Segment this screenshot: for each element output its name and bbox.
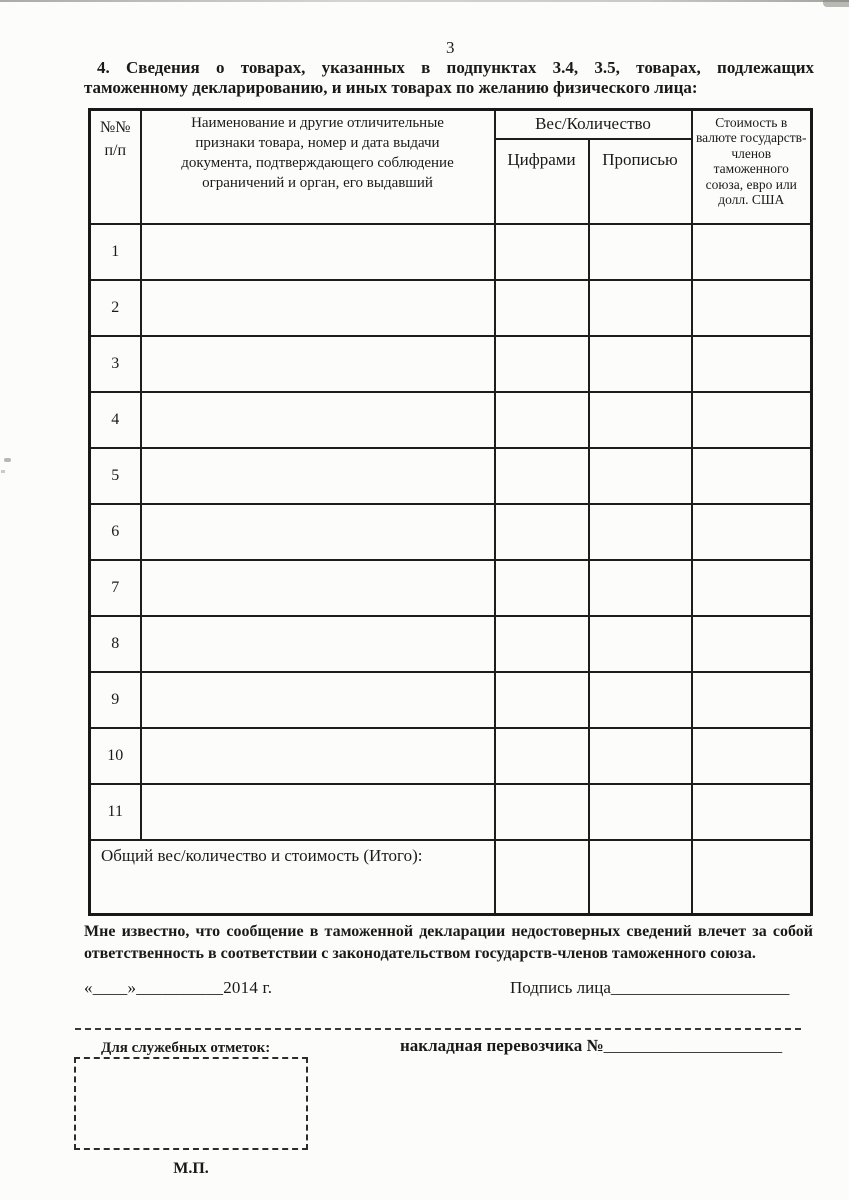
scan-artifact-speck [1, 470, 5, 473]
row-number-cell: 5 [90, 448, 141, 504]
signature-blank: _____________________ [610, 978, 790, 997]
weight-digits-cell [495, 336, 589, 392]
service-marks-box [74, 1057, 308, 1150]
weight-digits-cell [495, 392, 589, 448]
total-weight-digits-cell [495, 840, 589, 915]
table-row [90, 616, 812, 672]
table-row [90, 448, 812, 504]
value-cell [692, 224, 812, 280]
weight-digits-cell [495, 616, 589, 672]
declaration-notice-line1: Мне известно, что сообщение в таможенной декларации недостоверных сведений влечет за собой [84, 923, 813, 940]
table-header-row [90, 110, 812, 139]
date-year: 2014 г. [223, 978, 273, 997]
row-number-cell: 4 [90, 392, 141, 448]
column-header-value: Стоимость в валюте государств-членов таможенного союза, евро или долл. США [692, 110, 812, 224]
row-number-cell: 8 [90, 616, 141, 672]
goods-description-cell [141, 672, 495, 728]
goods-table [88, 108, 813, 916]
goods-description-cell [141, 728, 495, 784]
weight-words-cell [589, 728, 692, 784]
date-line [84, 978, 272, 998]
goods-description-cell [141, 616, 495, 672]
weight-digits-cell [495, 672, 589, 728]
signature-line [510, 978, 789, 998]
weight-words-cell [589, 672, 692, 728]
total-label: Общий вес/количество и стоимость (Итого): [90, 840, 495, 915]
weight-words-cell [589, 336, 692, 392]
row-number-cell: 11 [90, 784, 141, 840]
waybill-blank: _____________________ [603, 1036, 783, 1055]
signature-label: Подпись лица [510, 978, 611, 997]
value-cell [692, 728, 812, 784]
weight-digits-cell [495, 448, 589, 504]
section-heading-line1: 4. Сведения о товарах, указанных в подпунктах 3.4, 3.5, товарах, подлежащих [97, 58, 814, 77]
table-row [90, 280, 812, 336]
weight-words-cell [589, 280, 692, 336]
goods-description-cell [141, 560, 495, 616]
weight-words-cell [589, 448, 692, 504]
table-row [90, 728, 812, 784]
value-cell [692, 448, 812, 504]
section-heading-line2: таможенному декларированию, и иных товарах по желанию физического лица: [84, 78, 698, 97]
value-cell [692, 504, 812, 560]
row-number-cell: 1 [90, 224, 141, 280]
date-close-quote: » [127, 978, 137, 997]
page-number: 3 [446, 38, 455, 57]
scan-artifact-top-corner [823, 0, 849, 7]
column-header-number-line2: п/п [104, 142, 127, 159]
scan-artifact-top-edge [0, 0, 849, 2]
table-row [90, 784, 812, 840]
row-number-cell: 6 [90, 504, 141, 560]
table-row [90, 224, 812, 280]
value-cell [692, 392, 812, 448]
dashed-separator [75, 1028, 801, 1030]
table-row [90, 392, 812, 448]
waybill-label: накладная перевозчика № [400, 1036, 604, 1055]
weight-digits-cell [495, 560, 589, 616]
waybill-line [400, 1036, 782, 1056]
row-number-cell: 10 [90, 728, 141, 784]
column-header-weight-group: Вес/Количество [495, 110, 692, 139]
row-number-cell: 2 [90, 280, 141, 336]
total-value-cell [692, 840, 812, 915]
date-open-quote: « [84, 978, 93, 997]
value-cell [692, 336, 812, 392]
weight-words-cell [589, 784, 692, 840]
weight-digits-cell [495, 224, 589, 280]
row-number-cell: 9 [90, 672, 141, 728]
weight-words-cell [589, 504, 692, 560]
total-weight-words-cell [589, 840, 692, 915]
goods-description-cell [141, 280, 495, 336]
table-row [90, 672, 812, 728]
weight-digits-cell [495, 728, 589, 784]
value-cell [692, 616, 812, 672]
table-row [90, 336, 812, 392]
column-header-number [90, 110, 141, 224]
goods-description-cell [141, 336, 495, 392]
goods-table-body [90, 224, 812, 840]
table-row [90, 504, 812, 560]
service-marks-label: Для служебных отметок: [101, 1040, 271, 1056]
value-cell [692, 280, 812, 336]
total-row [90, 840, 812, 915]
goods-description-cell [141, 392, 495, 448]
column-header-digits: Цифрами [495, 139, 589, 224]
weight-words-cell [589, 616, 692, 672]
table-row [90, 560, 812, 616]
weight-digits-cell [495, 784, 589, 840]
date-month-blank: __________ [136, 978, 224, 997]
value-cell [692, 560, 812, 616]
declaration-notice [84, 921, 813, 964]
scan-artifact-speck [4, 458, 11, 462]
value-cell [692, 784, 812, 840]
goods-description-cell [141, 504, 495, 560]
column-header-words: Прописью [589, 139, 692, 224]
section-heading [84, 58, 814, 98]
weight-digits-cell [495, 504, 589, 560]
stamp-label: М.П. [173, 1160, 209, 1177]
date-day-blank: ____ [92, 978, 128, 997]
row-number-cell: 7 [90, 560, 141, 616]
weight-words-cell [589, 392, 692, 448]
goods-description-cell [141, 784, 495, 840]
goods-description-cell [141, 448, 495, 504]
goods-description-cell [141, 224, 495, 280]
column-header-number-line1: №№ [99, 119, 131, 136]
declaration-notice-line2: ответственность в соответствии с законодательством государств-членов таможенного союза. [84, 944, 756, 962]
column-header-name: Наименование и другие отличительные признаки товара, номер и дата выдачи документа, подтверждающего соблюдение ограничений и орган, его выдавший [141, 110, 495, 224]
weight-words-cell [589, 560, 692, 616]
weight-words-cell [589, 224, 692, 280]
weight-digits-cell [495, 280, 589, 336]
value-cell [692, 672, 812, 728]
row-number-cell: 3 [90, 336, 141, 392]
